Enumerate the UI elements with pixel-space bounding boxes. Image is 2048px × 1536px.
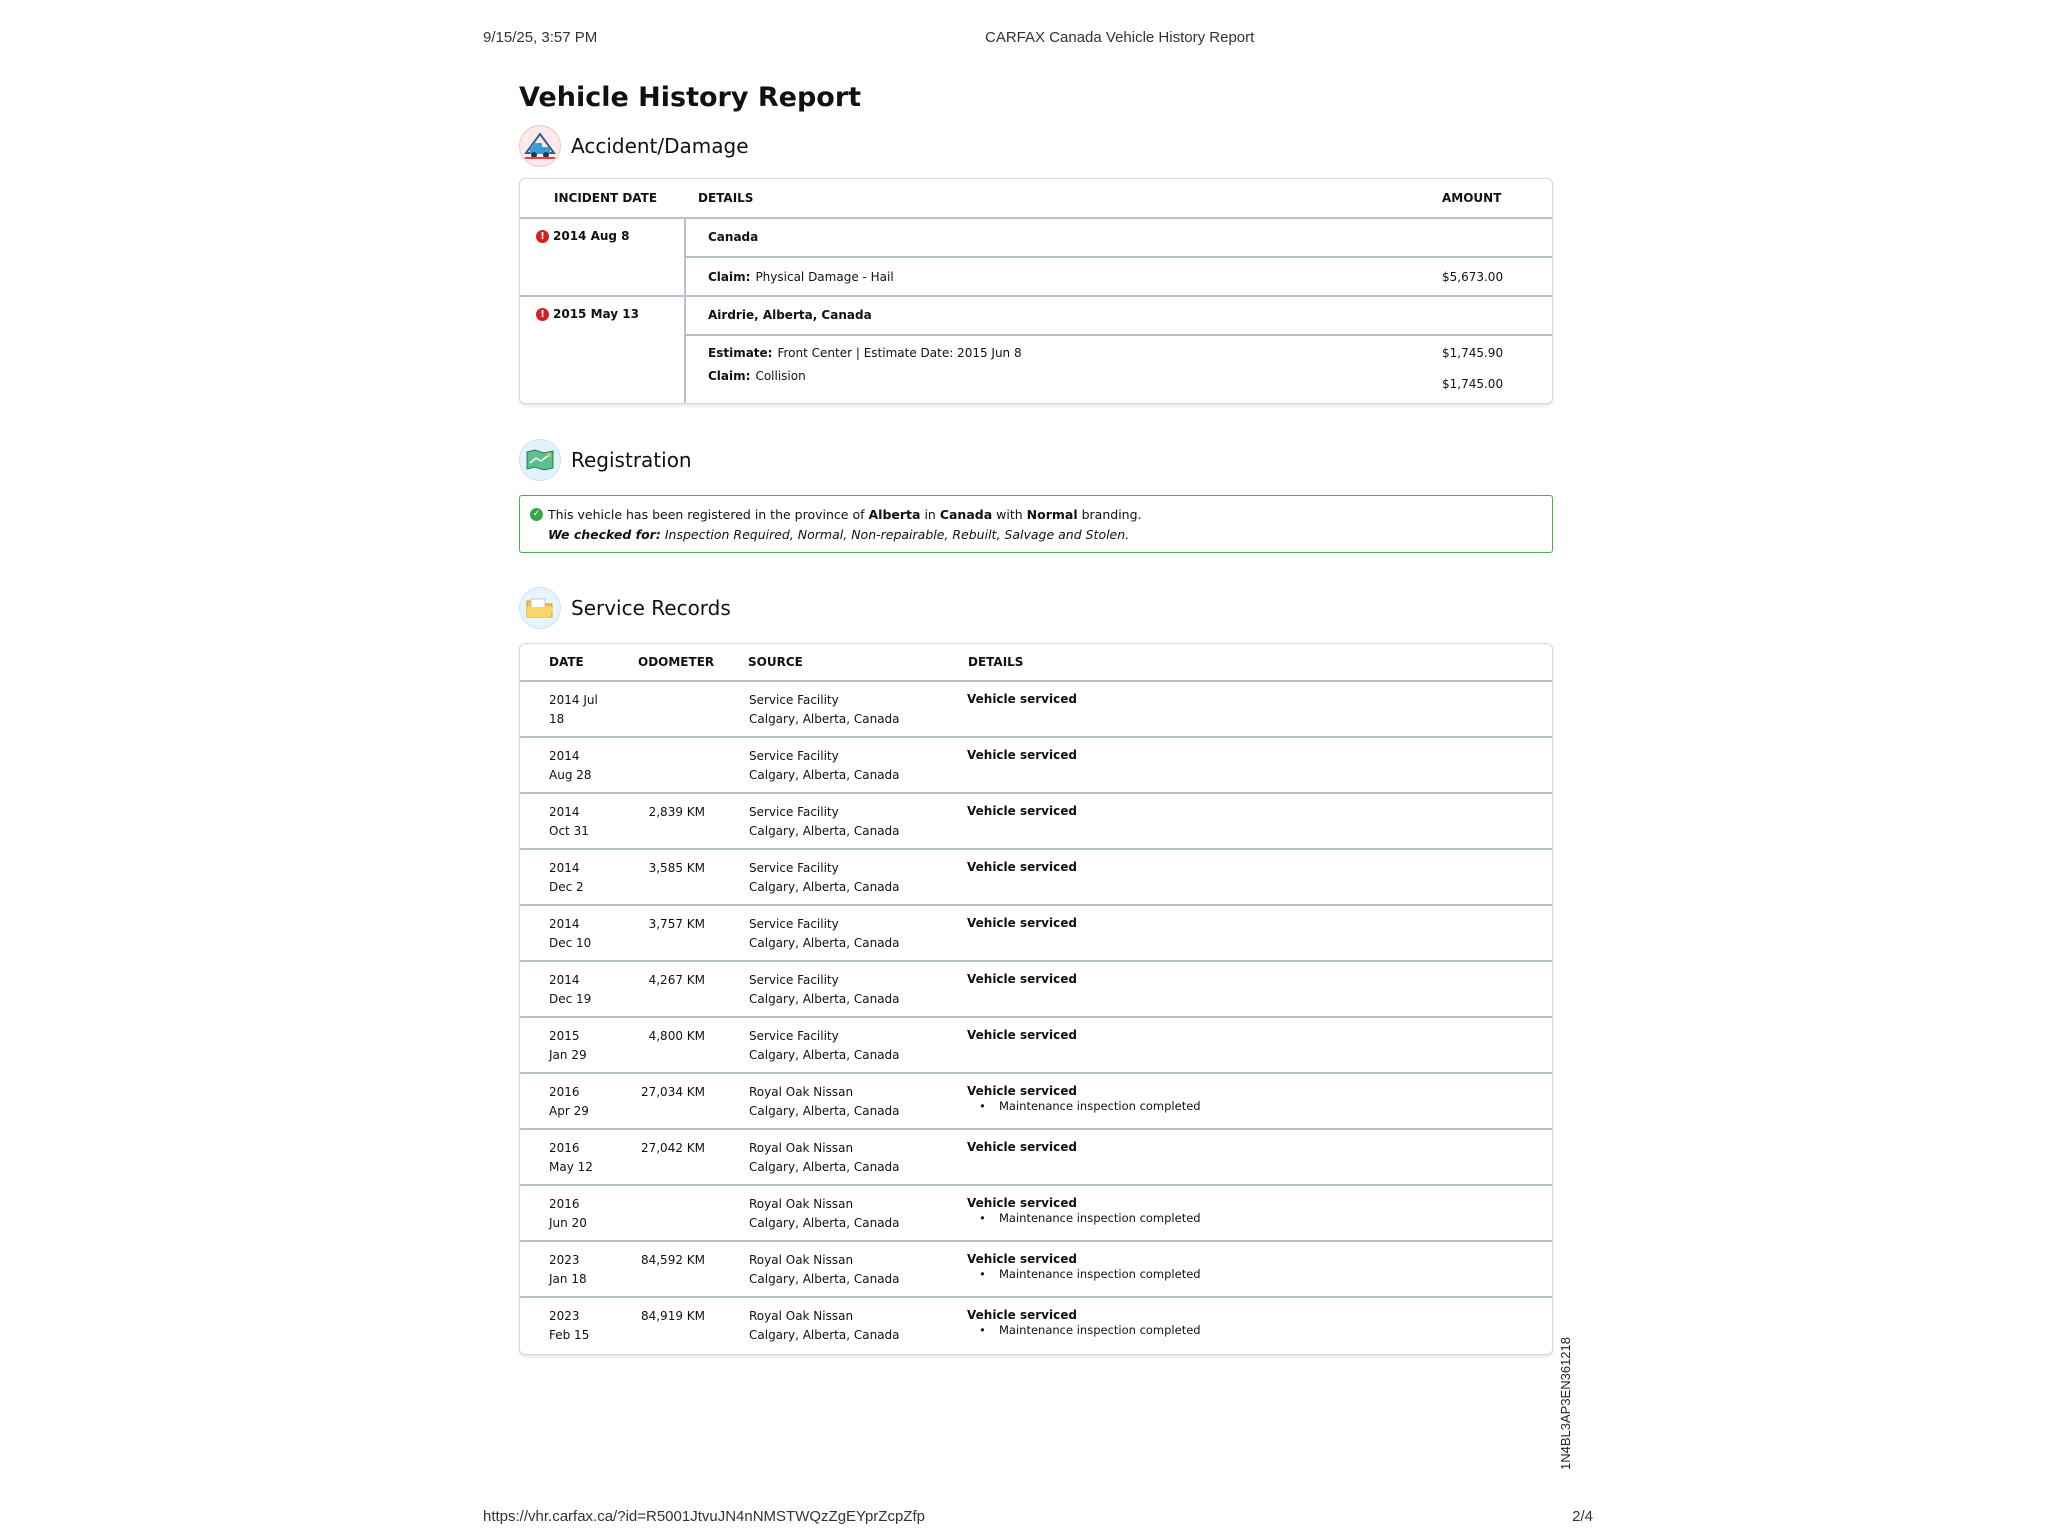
service-details-cell bbox=[967, 971, 1552, 1016]
service-source-cell bbox=[748, 1083, 967, 1128]
service-section-header bbox=[519, 586, 1553, 630]
service-bullet: • Maintenance inspection completed bbox=[999, 1211, 1552, 1226]
service-details-cell bbox=[967, 803, 1552, 848]
service-detail: Vehicle serviced bbox=[967, 1028, 1077, 1042]
service-details-cell bbox=[967, 1083, 1552, 1128]
service-details-cell bbox=[967, 1307, 1552, 1354]
service-source: Royal Oak Nissan bbox=[749, 1141, 854, 1155]
check-icon: ✓ bbox=[530, 508, 543, 521]
service-detail: Vehicle serviced bbox=[967, 1252, 1077, 1266]
service-bullet-list bbox=[967, 1211, 1552, 1226]
registration-province: Alberta bbox=[868, 506, 921, 522]
service-details-cell bbox=[967, 691, 1552, 736]
accident-location: Canada bbox=[686, 219, 1552, 258]
service-source-cell bbox=[748, 971, 967, 1016]
service-source-cell bbox=[748, 691, 967, 736]
header-incident-date: INCIDENT DATE bbox=[554, 191, 658, 205]
service-bullet: • Maintenance inspection completed bbox=[999, 1099, 1552, 1114]
service-date: 2016 Jun 20 bbox=[549, 1197, 587, 1230]
service-source: Service Facility bbox=[749, 749, 839, 763]
service-date: 2014 Jul 18 bbox=[549, 693, 598, 726]
service-odometer: 2,839 KM bbox=[648, 805, 705, 819]
service-source-cell bbox=[748, 1139, 967, 1184]
service-row bbox=[520, 1018, 1552, 1074]
accident-date-cell bbox=[520, 297, 686, 403]
accident-line bbox=[686, 258, 1552, 295]
service-source: Royal Oak Nissan bbox=[749, 1197, 854, 1211]
service-source-cell bbox=[748, 1195, 967, 1240]
service-source: Service Facility bbox=[749, 1029, 839, 1043]
accident-line-label: Claim: bbox=[708, 369, 751, 383]
service-location: Calgary, Alberta, Canada bbox=[749, 1272, 900, 1286]
service-detail: Vehicle serviced bbox=[967, 1140, 1077, 1154]
service-location: Calgary, Alberta, Canada bbox=[749, 992, 900, 1006]
print-doc-title: CARFAX Canada Vehicle History Report bbox=[985, 29, 1255, 46]
service-detail: Vehicle serviced bbox=[967, 692, 1077, 706]
service-date: 2023 Feb 15 bbox=[549, 1309, 590, 1342]
service-location: Calgary, Alberta, Canada bbox=[749, 1048, 900, 1062]
service-bullet-list bbox=[967, 1267, 1552, 1282]
service-details-cell bbox=[967, 859, 1552, 904]
service-detail: Vehicle serviced bbox=[967, 1084, 1077, 1098]
print-url: https://vhr.carfax.ca/?id=R5001JtvuJN4nNMSTWQzZgEYprZcpZfp bbox=[483, 1508, 925, 1525]
service-row bbox=[520, 738, 1552, 794]
service-row bbox=[520, 850, 1552, 906]
service-row bbox=[520, 1130, 1552, 1186]
service-details-cell bbox=[967, 1139, 1552, 1184]
service-date: 2014 Dec 2 bbox=[549, 861, 584, 894]
service-source: Service Facility bbox=[749, 973, 839, 987]
service-date: 2014 Dec 10 bbox=[549, 917, 592, 950]
registration-country: Canada bbox=[939, 506, 993, 522]
accident-line-desc: Collision bbox=[755, 369, 806, 383]
service-detail: Vehicle serviced bbox=[967, 804, 1077, 818]
accident-section-title: Accident/Damage bbox=[571, 134, 749, 158]
service-odometer: 27,034 KM bbox=[640, 1085, 705, 1099]
service-details-cell bbox=[967, 1251, 1552, 1296]
accident-row bbox=[520, 219, 1552, 297]
header-odometer: ODOMETER bbox=[638, 655, 715, 669]
accident-date-cell bbox=[520, 219, 686, 295]
service-bullet: • Maintenance inspection completed bbox=[999, 1267, 1552, 1282]
print-page-number: 2/4 bbox=[1572, 1508, 1593, 1525]
checked-label: We checked for: bbox=[548, 527, 661, 542]
service-date: 2014 Oct 31 bbox=[549, 805, 589, 838]
service-details-cell bbox=[967, 1027, 1552, 1072]
service-source-cell bbox=[748, 915, 967, 960]
service-source-cell bbox=[748, 803, 967, 848]
service-detail: Vehicle serviced bbox=[967, 1308, 1077, 1322]
registration-text-with: with bbox=[996, 506, 1023, 522]
service-odometer: 84,919 KM bbox=[640, 1309, 705, 1323]
service-location: Calgary, Alberta, Canada bbox=[749, 880, 900, 894]
header-date: DATE bbox=[549, 655, 584, 669]
service-odometer bbox=[638, 747, 748, 792]
service-source: Service Facility bbox=[749, 693, 839, 707]
folder-icon bbox=[519, 587, 561, 629]
service-date: 2016 May 12 bbox=[549, 1141, 593, 1174]
header-details: DETAILS bbox=[968, 655, 1024, 669]
service-source-cell bbox=[748, 859, 967, 904]
registration-text-suffix: branding. bbox=[1081, 506, 1142, 522]
accident-date: 2015 May 13 bbox=[553, 307, 639, 321]
registration-box bbox=[519, 495, 1553, 553]
service-location: Calgary, Alberta, Canada bbox=[749, 1160, 900, 1174]
page-title: Vehicle History Report bbox=[519, 82, 862, 113]
accident-line-desc: Front Center | Estimate Date: 2015 Jun 8 bbox=[777, 346, 1022, 360]
service-location: Calgary, Alberta, Canada bbox=[749, 936, 900, 950]
header-source: SOURCE bbox=[748, 655, 803, 669]
registration-section-title: Registration bbox=[571, 448, 692, 472]
service-odometer: 4,267 KM bbox=[648, 973, 705, 987]
service-source: Service Facility bbox=[749, 861, 839, 875]
accident-line-label: Estimate: bbox=[708, 346, 773, 360]
service-row bbox=[520, 1186, 1552, 1242]
service-odometer: 3,585 KM bbox=[648, 861, 705, 875]
print-datetime: 9/15/25, 3:57 PM bbox=[483, 29, 598, 46]
print-footer bbox=[483, 1508, 1593, 1528]
service-location: Calgary, Alberta, Canada bbox=[749, 824, 900, 838]
service-source-cell bbox=[748, 1307, 967, 1354]
service-source: Service Facility bbox=[749, 805, 839, 819]
service-detail: Vehicle serviced bbox=[967, 748, 1077, 762]
service-table bbox=[519, 643, 1553, 1355]
service-detail: Vehicle serviced bbox=[967, 1196, 1077, 1210]
header-amount: AMOUNT bbox=[1442, 191, 1502, 205]
accident-line-desc: Physical Damage - Hail bbox=[755, 269, 894, 284]
accident-section-header bbox=[519, 124, 1553, 168]
service-detail: Vehicle serviced bbox=[967, 916, 1077, 930]
service-odometer bbox=[638, 1195, 748, 1240]
service-bullet-list bbox=[967, 1099, 1552, 1114]
service-bullet-list bbox=[967, 1323, 1552, 1338]
accident-line-amount: $1,745.90 bbox=[1442, 346, 1504, 360]
map-icon bbox=[519, 439, 561, 481]
registration-summary bbox=[530, 504, 1552, 524]
service-source-cell bbox=[748, 1027, 967, 1072]
accident-date: 2014 Aug 8 bbox=[553, 229, 630, 243]
accident-table-header bbox=[520, 179, 1552, 219]
service-odometer bbox=[638, 691, 748, 736]
accident-line-amount: $1,745.00 bbox=[1442, 377, 1504, 391]
service-row bbox=[520, 906, 1552, 962]
alert-icon: ! bbox=[536, 230, 549, 243]
service-rows bbox=[520, 682, 1552, 1354]
service-row bbox=[520, 962, 1552, 1018]
service-source-cell bbox=[748, 1251, 967, 1296]
service-source: Royal Oak Nissan bbox=[749, 1085, 854, 1099]
service-location: Calgary, Alberta, Canada bbox=[749, 1104, 900, 1118]
accident-line bbox=[686, 368, 1552, 403]
service-location: Calgary, Alberta, Canada bbox=[749, 1328, 900, 1342]
report-content bbox=[519, 80, 1553, 1355]
service-source: Service Facility bbox=[749, 917, 839, 931]
service-date: 2014 Aug 28 bbox=[549, 749, 592, 782]
service-row bbox=[520, 1074, 1552, 1130]
service-row bbox=[520, 1298, 1552, 1354]
accident-location: Airdrie, Alberta, Canada bbox=[686, 297, 1552, 336]
service-row bbox=[520, 682, 1552, 738]
accident-line-label: Claim: bbox=[708, 269, 751, 284]
service-details-cell bbox=[967, 747, 1552, 792]
service-row bbox=[520, 794, 1552, 850]
accident-row bbox=[520, 297, 1552, 403]
print-header bbox=[483, 29, 1593, 49]
service-table-header bbox=[520, 644, 1552, 682]
service-bullet: • Maintenance inspection completed bbox=[999, 1323, 1552, 1338]
service-date: 2023 Jan 18 bbox=[549, 1253, 587, 1286]
accident-table bbox=[519, 178, 1553, 404]
accident-line bbox=[686, 336, 1552, 368]
service-date: 2014 Dec 19 bbox=[549, 973, 592, 1006]
service-detail: Vehicle serviced bbox=[967, 860, 1077, 874]
service-location: Calgary, Alberta, Canada bbox=[749, 1216, 900, 1230]
registration-text: This vehicle has been registered in the province of bbox=[548, 506, 865, 522]
service-odometer: 3,757 KM bbox=[648, 917, 705, 931]
service-odometer: 4,800 KM bbox=[648, 1029, 705, 1043]
service-location: Calgary, Alberta, Canada bbox=[749, 768, 900, 782]
service-row bbox=[520, 1242, 1552, 1298]
service-source-cell bbox=[748, 747, 967, 792]
side-vin: 1N4BL3AP3EN361218 bbox=[1558, 1337, 1573, 1470]
registration-section-header bbox=[519, 438, 1553, 482]
service-source: Royal Oak Nissan bbox=[749, 1309, 854, 1323]
alert-icon: ! bbox=[536, 308, 549, 321]
service-date: 2016 Apr 29 bbox=[549, 1085, 589, 1118]
service-details-cell bbox=[967, 1195, 1552, 1240]
registration-branding: Normal bbox=[1026, 506, 1078, 522]
header-details: DETAILS bbox=[698, 191, 754, 205]
service-date: 2015 Jan 29 bbox=[549, 1029, 587, 1062]
tow-truck-icon bbox=[519, 125, 561, 167]
service-location: Calgary, Alberta, Canada bbox=[749, 712, 900, 726]
registration-checked bbox=[530, 524, 1552, 546]
service-odometer: 27,042 KM bbox=[640, 1141, 705, 1155]
accident-line-amount: $5,673.00 bbox=[1442, 269, 1504, 284]
checked-list: Inspection Required, Normal, Non-repairable, Rebuilt, Salvage and Stolen. bbox=[664, 527, 1130, 542]
service-section-title: Service Records bbox=[571, 596, 731, 620]
service-details-cell bbox=[967, 915, 1552, 960]
registration-text-in: in bbox=[924, 506, 936, 522]
service-source: Royal Oak Nissan bbox=[749, 1253, 854, 1267]
service-odometer: 84,592 KM bbox=[640, 1253, 705, 1267]
service-detail: Vehicle serviced bbox=[967, 972, 1077, 986]
